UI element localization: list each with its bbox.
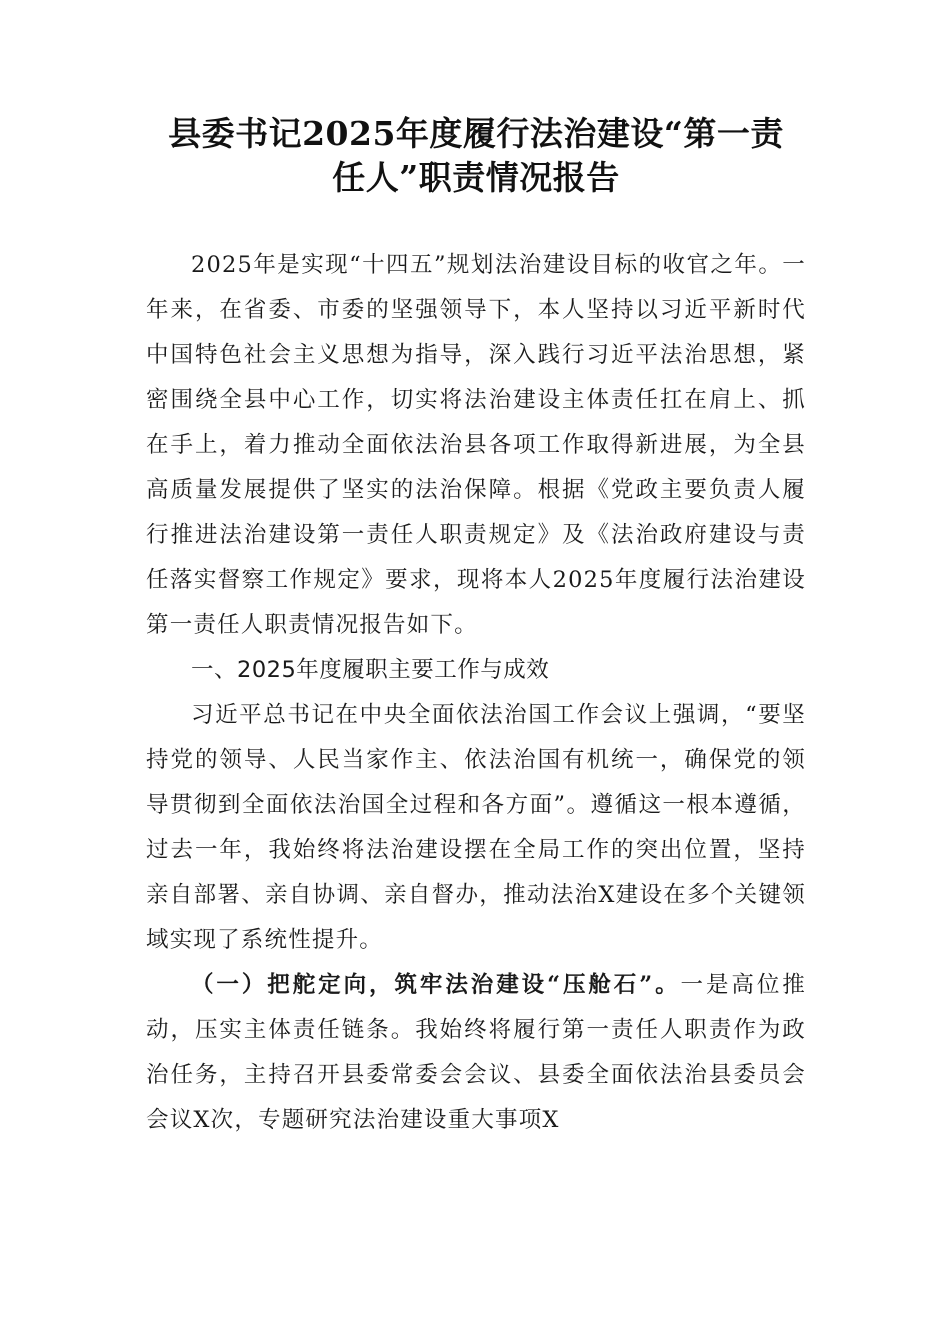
subsection-1-text: 一是高位推动，压实主体责任链条。我始终将履行第一责任人职责作为政治任务，主持召开县委常委会会议、县委全面依法治县委员会会议X次，专题研究法治建设重大事项X <box>146 972 806 1133</box>
document-page <box>146 112 806 1143</box>
section-1-paragraph: 习近平总书记在中央全面依法治国工作会议上强调，“要坚持党的领导、人民当家作主、依法治国有机统一，确保党的领导贯彻到全面依法治国全过程和各方面”。遵循这一根本遵循，过去一年，我始终将法治建设摆在全局工作的突出位置，坚持亲自部署、亲自协调、亲自督办，推动法治X建设在多个关键领域实现了系统性提升。 <box>146 702 806 953</box>
document-title <box>146 112 806 200</box>
title-line-1: 县委书记2025年度履行法治建设“第一责 <box>168 114 784 153</box>
title-line-2: 任人”职责情况报告 <box>332 158 620 197</box>
subsection-1-lead: （一）把舵定向，筑牢法治建设“压舱石”。 <box>191 972 681 998</box>
document-body <box>146 243 806 1143</box>
section-heading-1: 一、2025年度履职主要工作与成效 <box>191 657 550 683</box>
intro-paragraph: 2025年是实现“十四五”规划法治建设目标的收官之年。一年来，在省委、市委的坚强领导下，本人坚持以习近平新时代中国特色社会主义思想为指导，深入践行习近平法治思想，紧密围绕全县中心工作，切实将法治建设主体责任扛在肩上、抓在手上，着力推动全面依法治县各项工作取得新进展，为全县高质量发展提供了坚实的法治保障。根据《党政主要负责人履行推进法治建设第一责任人职责规定》及《法治政府建设与责任落实督察工作规定》要求，现将本人2025年度履行法治建设第一责任人职责情况报告如下。 <box>146 252 806 638</box>
subsection-1-paragraph <box>146 963 806 1143</box>
